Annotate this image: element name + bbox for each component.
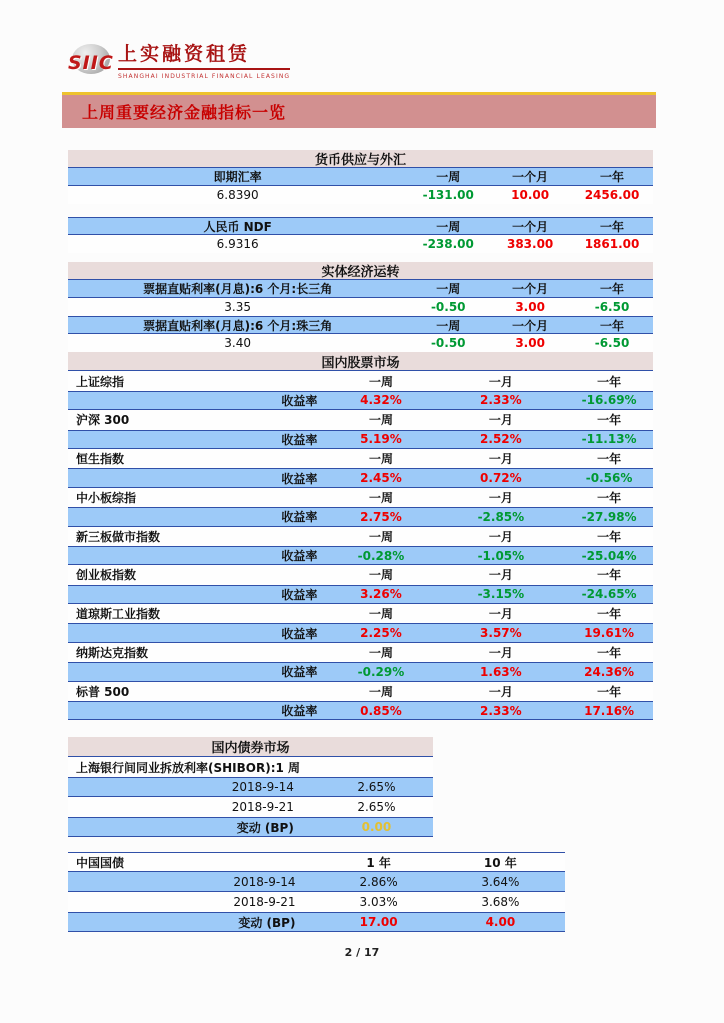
section-title-bar — [62, 92, 656, 128]
table-cell: 国内债券市场 — [211, 741, 290, 756]
table-cell: 一月 — [488, 413, 513, 428]
table-row — [68, 797, 433, 817]
table-cell: 10 年 — [483, 855, 517, 870]
table-cell: 一周 — [368, 529, 393, 544]
table-cell: 收益率 — [281, 549, 318, 564]
table-cell: 收益率 — [281, 626, 318, 641]
table-cell: 沪深 300 — [76, 413, 130, 428]
table-cell: 上证综指 — [76, 374, 125, 389]
table-cell: 一年 — [597, 374, 622, 389]
table-cell: 一周 — [368, 646, 393, 661]
page-title: 上周重要经济金融指标一览 — [82, 103, 287, 122]
table-row — [68, 235, 653, 253]
table-row — [68, 217, 653, 235]
table-cell: -0.56% — [585, 471, 633, 486]
table-cell: 一年 — [597, 646, 622, 661]
table-cell: 收益率 — [281, 393, 318, 408]
table-cell: 一年 — [600, 170, 625, 184]
table-cell: 2018-9-21 — [233, 895, 296, 909]
table-cell: 1 年 — [366, 855, 391, 870]
table-row — [68, 334, 653, 352]
table-cell: 道琼斯工业指数 — [76, 607, 161, 622]
table-cell: 2456.00 — [584, 188, 640, 202]
table-cell: 一月 — [488, 490, 513, 505]
table-cell: 一周 — [368, 413, 393, 428]
table-cell: -0.28% — [357, 548, 405, 563]
table-cell: 2.45% — [360, 471, 402, 486]
table-row — [68, 316, 653, 334]
table-row — [68, 643, 653, 662]
table-cell: 5.19% — [360, 432, 402, 447]
table-domestic-stock — [68, 352, 653, 720]
table-cell: 3.00 — [515, 300, 545, 314]
table-cell: 一年 — [597, 490, 622, 505]
table-cell: 3.64% — [481, 874, 520, 889]
table-cell: 收益率 — [281, 432, 318, 447]
table-row — [68, 852, 565, 872]
table-cell: 0.00 — [361, 820, 392, 834]
table-cell: 一月 — [488, 529, 513, 544]
table-cell: 10.00 — [511, 188, 550, 202]
table-cell: 一月 — [488, 452, 513, 467]
table-row — [68, 527, 653, 546]
table-cell: 一周 — [436, 318, 461, 333]
table-cell: 新三板做市指数 — [76, 529, 161, 544]
table-cell: 恒生指数 — [76, 452, 125, 467]
table-cell: 2018-9-21 — [231, 800, 294, 814]
table-cell: 收益率 — [281, 587, 318, 602]
table-cell: 一月 — [488, 684, 513, 699]
table-cell: 纳斯达克指数 — [76, 646, 149, 661]
table-cell: 4.32% — [360, 393, 402, 408]
table-cell: 收益率 — [281, 704, 318, 719]
table-cell: 3.03% — [359, 895, 398, 909]
table-cell: 收益率 — [281, 665, 318, 680]
table-row — [68, 371, 653, 390]
table-cell: 一个月 — [512, 282, 549, 296]
logo-name-en: SHANGHAI INDUSTRIAL FINANCIAL LEASING — [118, 72, 291, 80]
table-row — [68, 410, 653, 429]
table-cell: 一年 — [600, 282, 625, 296]
table-cell: 2.52% — [480, 432, 522, 447]
table-cell: 中国国债 — [76, 855, 125, 870]
table-cell: 一月 — [488, 646, 513, 661]
table-cell: 一月 — [488, 568, 513, 583]
table-cell: 0.85% — [360, 703, 402, 718]
table-cell: 国内股票市场 — [321, 355, 400, 371]
table-row — [68, 298, 653, 316]
table-row — [68, 623, 653, 642]
table-cell: -6.50 — [594, 336, 630, 350]
table-row — [68, 777, 433, 797]
table-row — [68, 912, 565, 932]
page-number: 2 / 17 — [344, 946, 380, 959]
table-domestic-bond — [68, 737, 433, 837]
table-cell: 一周 — [436, 282, 461, 296]
table-cell: 3.00 — [515, 336, 545, 350]
table-row — [68, 488, 653, 507]
table-cell: -6.50 — [594, 300, 630, 314]
table-cell: 2.25% — [360, 626, 402, 641]
table-cell: 4.00 — [485, 915, 516, 929]
table-cell: 6.8390 — [216, 188, 259, 202]
table-cell: 上海银行间同业拆放利率(SHIBOR):1 周 — [76, 760, 301, 775]
table-cell: 0.72% — [480, 471, 522, 486]
table-cell: -131.00 — [422, 188, 474, 202]
table-row — [68, 468, 653, 487]
table-cell: 一周 — [368, 607, 393, 622]
table-cell: 2.33% — [480, 703, 522, 718]
table-cell: -238.00 — [422, 237, 474, 251]
table-cell: 标普 500 — [76, 684, 130, 699]
table-row — [68, 186, 653, 204]
table-row — [68, 449, 653, 468]
table-cell: -2.85% — [477, 509, 525, 524]
table-cell: 2.75% — [360, 509, 402, 524]
table-row — [68, 507, 653, 526]
table-gap — [68, 204, 653, 217]
table-cell: 一月 — [488, 607, 513, 622]
table-cell: 一年 — [600, 219, 625, 234]
table-cell: 一年 — [597, 684, 622, 699]
table-cell: 2.65% — [357, 780, 396, 794]
table-cell: 3.68% — [481, 895, 520, 909]
table-money-fx — [68, 150, 653, 253]
table-cell: 2018-9-14 — [233, 874, 296, 889]
logo-siic-text: SIIC — [68, 52, 114, 74]
table-row — [68, 391, 653, 410]
table-cell: 即期汇率 — [213, 170, 262, 184]
table-cell: 2.86% — [359, 874, 398, 889]
table-cell: -3.15% — [477, 587, 525, 602]
table-cell: 一个月 — [512, 318, 549, 333]
table-cell: -27.98% — [581, 509, 637, 524]
table-cell: -0.50 — [430, 336, 466, 350]
table-cell: 收益率 — [281, 471, 318, 486]
table-cell: 2.33% — [480, 393, 522, 408]
table-real-economy — [68, 262, 653, 352]
company-logo — [68, 40, 290, 80]
table-cell: 383.00 — [506, 237, 554, 251]
table-cell: -1.05% — [477, 548, 525, 563]
table-row — [68, 565, 653, 584]
table-cell: 17.16% — [584, 703, 635, 718]
table-cell: 变动 (BP) — [238, 915, 296, 930]
table-cell: 一周 — [436, 219, 461, 234]
table-row — [68, 701, 653, 720]
logo-name-cn: 上实融资租赁 — [118, 44, 290, 70]
table-row — [68, 892, 565, 912]
table-cell: 一周 — [368, 490, 393, 505]
table-cell: 1861.00 — [584, 237, 640, 251]
table-cell: 票据直贴利率(月息):6 个月:长三角 — [143, 282, 333, 296]
table-cell: -24.65% — [581, 587, 637, 602]
table-row — [68, 352, 653, 371]
table-china-treasury — [68, 852, 565, 932]
table-cell: 24.36% — [584, 664, 635, 679]
table-cell: 一周 — [368, 452, 393, 467]
table-cell: -25.04% — [581, 548, 637, 563]
table-cell: 2.65% — [357, 800, 396, 814]
table-cell: 1.63% — [480, 664, 522, 679]
table-row — [68, 262, 653, 280]
table-cell: -16.69% — [581, 393, 637, 408]
table-cell: 中小板综指 — [76, 490, 137, 505]
table-row — [68, 737, 433, 757]
table-row — [68, 168, 653, 186]
globe-icon — [68, 40, 112, 80]
table-cell: -11.13% — [581, 432, 637, 447]
table-cell: 一月 — [488, 374, 513, 389]
table-cell: -0.29% — [357, 664, 405, 679]
table-cell: 3.26% — [360, 587, 402, 602]
table-cell: 创业板指数 — [76, 568, 137, 583]
table-cell: 一周 — [368, 684, 393, 699]
table-cell: 货币供应与外汇 — [314, 153, 406, 167]
table-cell: 一年 — [597, 568, 622, 583]
table-cell: 3.57% — [480, 626, 522, 641]
table-cell: 一年 — [597, 607, 622, 622]
table-cell: 2018-9-14 — [231, 780, 294, 794]
table-cell: 3.35 — [224, 300, 251, 314]
table-cell: 人民币 NDF — [203, 219, 272, 234]
table-row — [68, 604, 653, 623]
table-cell: 一年 — [597, 529, 622, 544]
table-cell: 一个月 — [512, 219, 549, 234]
table-cell: 变动 (BP) — [236, 820, 294, 835]
table-cell: 票据直贴利率(月息):6 个月:珠三角 — [143, 318, 333, 333]
table-cell: 一年 — [597, 413, 622, 428]
table-row — [68, 757, 433, 777]
table-cell: 19.61% — [584, 626, 635, 641]
table-row — [68, 682, 653, 701]
table-row — [68, 280, 653, 298]
table-row — [68, 150, 653, 168]
table-cell: 收益率 — [281, 510, 318, 525]
table-cell: 一周 — [368, 374, 393, 389]
table-cell: -0.50 — [430, 300, 466, 314]
table-cell: 3.40 — [224, 336, 251, 350]
table-row — [68, 430, 653, 449]
table-row — [68, 662, 653, 681]
table-row — [68, 585, 653, 604]
table-row — [68, 872, 565, 892]
table-cell: 6.9316 — [216, 237, 259, 251]
table-cell: 一年 — [597, 452, 622, 467]
table-cell: 实体经济运转 — [321, 265, 400, 279]
table-cell: 一个月 — [512, 170, 549, 184]
table-cell: 17.00 — [359, 915, 398, 929]
table-row — [68, 546, 653, 565]
table-cell: 一周 — [436, 170, 461, 184]
table-cell: 一周 — [368, 568, 393, 583]
table-cell: 一年 — [600, 318, 625, 333]
table-row — [68, 817, 433, 837]
